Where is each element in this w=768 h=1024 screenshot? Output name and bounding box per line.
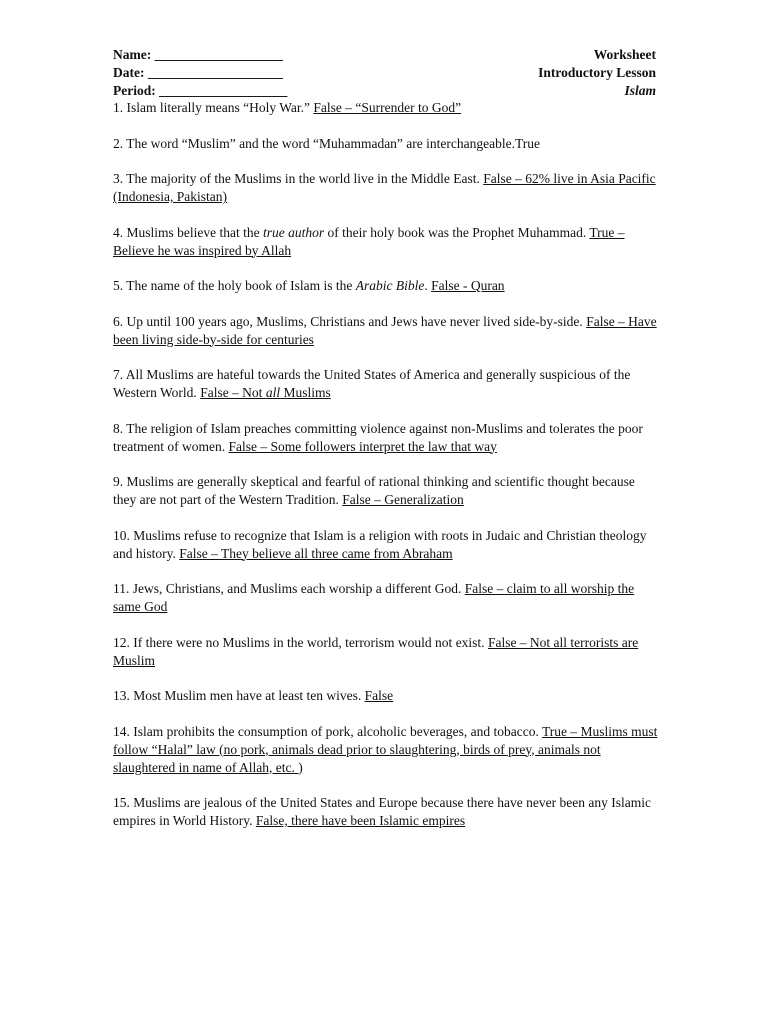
question-text-cont: of their holy book was the Prophet Muhammad. — [324, 224, 587, 240]
question-text: 7. All Muslims are hateful towards the United States of America and generally suspicious of the Western World. — [113, 367, 631, 400]
question-emphasis: true author — [262, 224, 325, 240]
question-text: 6. Up until 100 years ago, Muslims, Christians and Jews have never lived side-by-side. — [113, 313, 583, 329]
answer-text: True – Muslims must follow “Halal” law (no pork, animals dead prior to slaughtering, birds of prey, animals not slaughtered in name of Allah, etc. ) — [113, 723, 658, 775]
question-list — [113, 99, 658, 848]
answer-emphasis: all — [265, 385, 281, 400]
question-text-cont: . — [424, 278, 428, 293]
question-emphasis: Arabic Bible — [355, 278, 425, 293]
header-row-2 — [113, 64, 656, 82]
answer-text: False – Have been living side-by-side for centuries — [113, 313, 657, 347]
question-1 — [113, 99, 658, 117]
question-5 — [113, 277, 658, 295]
answer-text: False – Generalization — [342, 492, 464, 507]
answer-text: False – “Surrender to God” — [313, 100, 462, 115]
question-text: 5. The name of the holy book of Islam is the — [113, 278, 356, 293]
question-4 — [113, 224, 658, 260]
question-8 — [113, 420, 658, 456]
answer-part: False – Not — [200, 385, 266, 400]
header-row-3 — [113, 82, 656, 100]
period-field-label: Period: ___________________ — [113, 83, 288, 98]
name-field-label: Name: ___________________ — [113, 47, 283, 62]
header-row-1 — [113, 46, 656, 64]
answer-text — [200, 385, 331, 400]
question-15 — [113, 794, 658, 830]
question-text: 11. Jews, Christians, and Muslims each worship a different God. — [113, 581, 462, 596]
question-11 — [113, 580, 658, 616]
question-text: 10. Muslims refuse to recognize that Islam is a religion with roots in Judaic and Christian theology and history. — [113, 527, 647, 561]
question-13 — [113, 687, 658, 705]
question-text: 9. Muslims are generally skeptical and fearful of rational thinking and scientific thought because they are not part of the Western Tradition. — [113, 474, 635, 507]
answer-text: False – They believe all three came from Abraham — [179, 545, 453, 561]
question-text: 4. Muslims believe that the — [113, 224, 263, 240]
question-text: 12. If there were no Muslims in the world, terrorism would not exist. — [113, 634, 485, 650]
answer-text: False, there have been Islamic empires — [255, 813, 466, 828]
topic-title: Islam — [624, 83, 656, 98]
question-text: 2. The word “Muslim” and the word “Muhammadan” are interchangeable.True — [113, 135, 540, 151]
answer-text: False — [364, 688, 394, 703]
question-text: 1. Islam literally means “Holy War.” — [113, 100, 310, 115]
question-6 — [113, 313, 658, 349]
lesson-title: Introductory Lesson — [538, 65, 656, 80]
question-9 — [113, 473, 658, 509]
date-field-label: Date: ____________________ — [113, 65, 283, 80]
question-text: 15. Muslims are jealous of the United States and Europe because there have never been any Islamic empires in World History. — [113, 795, 651, 828]
worksheet-label: Worksheet — [593, 47, 656, 62]
answer-text: False – claim to all worship the same God — [113, 581, 635, 614]
question-3 — [113, 170, 658, 206]
question-2 — [113, 135, 658, 153]
answer-text: False – 62% live in Asia Pacific (Indonesia, Pakistan) — [113, 171, 656, 204]
answer-text: True – Believe he was inspired by Allah — [113, 224, 625, 258]
question-7 — [113, 366, 658, 402]
answer-part-cont: Muslims — [280, 385, 331, 400]
question-10 — [113, 527, 658, 563]
question-text: 14. Islam prohibits the consumption of pork, alcoholic beverages, and tobacco. — [113, 723, 539, 739]
question-14 — [113, 723, 658, 777]
question-12 — [113, 634, 658, 670]
worksheet-header — [113, 46, 656, 100]
question-text: 3. The majority of the Muslims in the world live in the Middle East. — [113, 171, 480, 186]
answer-text: False – Some followers interpret the law that way — [228, 438, 497, 454]
answer-text: False - Quran — [431, 278, 505, 293]
question-text: 13. Most Muslim men have at least ten wives. — [113, 688, 362, 703]
question-text: 8. The religion of Islam preaches committing violence against non-Muslims and tolerates the poor treatment of women. — [113, 420, 643, 454]
answer-text: False – Not all terrorists are Muslim — [113, 634, 639, 668]
